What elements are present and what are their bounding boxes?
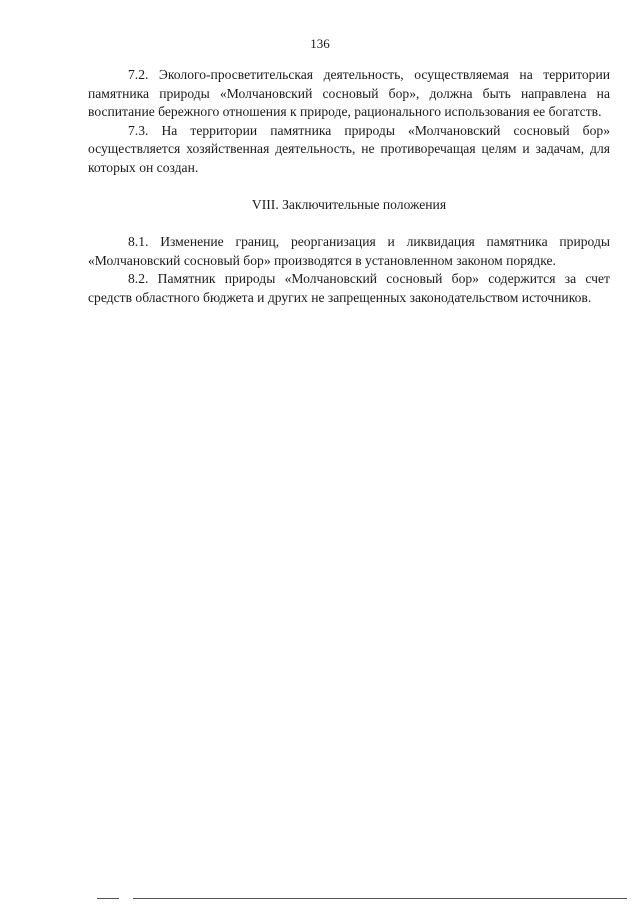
paragraph-7-2: 7.2. Эколого-просветительская деятельность, осуществляемая на территории памятника природы «Молчановский сосновый бор», должна быть направлена на воспитание бережного отношения к природе, рационального использования ее богатств. [88, 67, 610, 120]
footer-divider-short [97, 898, 119, 899]
paragraph-7-3: 7.3. На территории памятника природы «Молчановский сосновый бор» осуществляется хозяйственная деятельность, не противоречащая целям и задачам, для которых он создан. [88, 122, 610, 175]
document-body [88, 66, 610, 308]
footer-divider-long [133, 898, 627, 899]
section-heading-viii: VIII. Заключительные положения [251, 196, 447, 212]
paragraph-8-2: 8.2. Памятник природы «Молчановский сосновый бор» содержится за счет средств областного бюджета и других не запрещенных законодательством источников. [88, 271, 610, 305]
paragraph-8-1: 8.1. Изменение границ, реорганизация и ликвидация памятника природы «Молчановский сосновый бор» производятся в установленном законом порядке. [88, 234, 610, 268]
page-number: 136 [310, 36, 330, 51]
